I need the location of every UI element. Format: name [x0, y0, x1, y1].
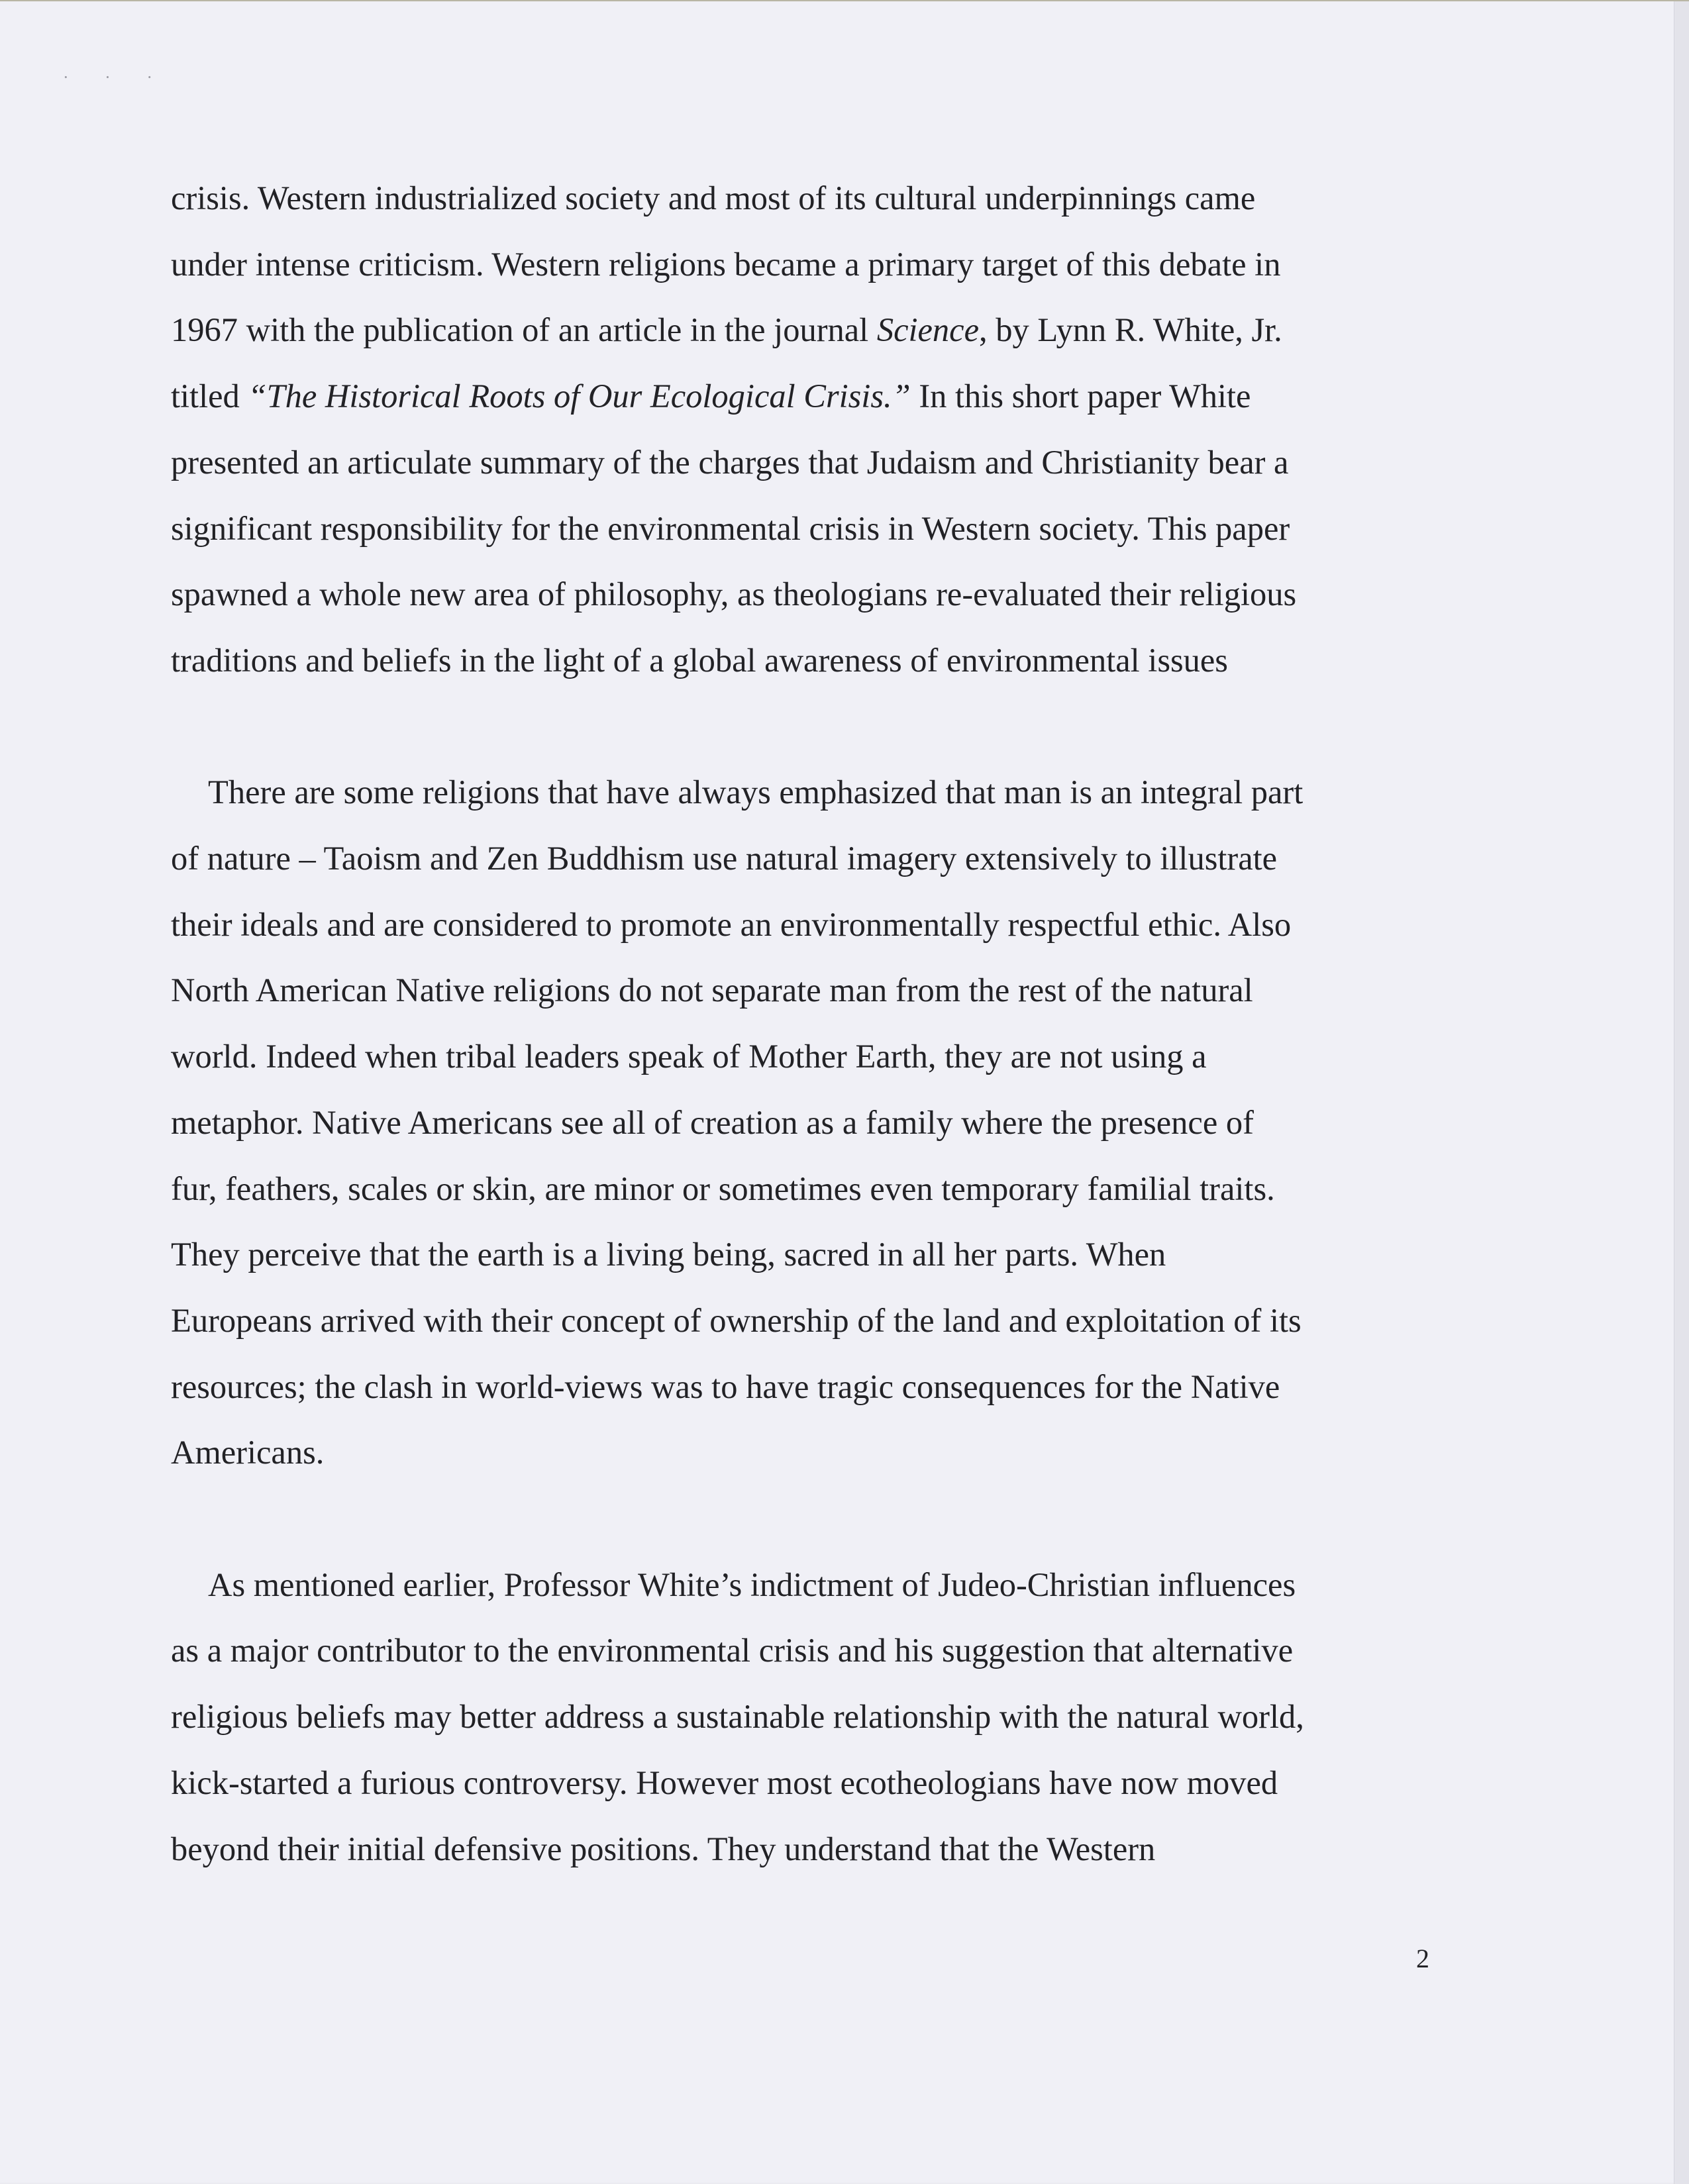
text-segment: In this short paper White — [910, 377, 1251, 415]
text-line — [171, 297, 1522, 364]
text-line: beyond their initial defensive positions. They understand that the Western — [171, 1830, 1156, 1867]
paragraph-gap — [171, 694, 1522, 760]
paragraph-2 — [171, 760, 1522, 1486]
article-title: “The Historical Roots of Our Ecological Crisis.” — [248, 377, 911, 415]
text-line: their ideals and are considered to promote an environmentally respectful ethic. Also — [171, 905, 1292, 943]
text-line: North American Native religions do not separate man from the rest of the natural — [171, 971, 1253, 1009]
scan-specks: · · · — [63, 68, 168, 87]
text-line: fur, feathers, scales or skin, are minor or sometimes even temporary familial traits. — [171, 1169, 1275, 1207]
text-line: Americans. — [171, 1434, 325, 1471]
text-line: As mentioned earlier, Professor White’s indictment of Judeo-Christian influences — [208, 1565, 1296, 1603]
text-line: kick-started a furious controversy. However most ecotheologians have now moved — [171, 1763, 1278, 1801]
journal-title: Science — [876, 311, 980, 349]
text-line: presented an articulate summary of the charges that Judaism and Christianity bear a — [171, 443, 1289, 481]
text-segment: 1967 with the publication of an article in the journal — [171, 311, 877, 349]
body-text — [171, 166, 1522, 1882]
text-segment: , by Lynn R. White, Jr. — [979, 311, 1282, 349]
text-line: under intense criticism. Western religions became a primary target of this debate in — [171, 245, 1281, 283]
text-line: crisis. Western industrialized society and most of its cultural underpinnings came — [171, 179, 1256, 217]
text-line: resources; the clash in world-views was to have tragic consequences for the Native — [171, 1367, 1280, 1405]
text-line: spawned a whole new area of philosophy, as theologians re-evaluated their religious — [171, 575, 1297, 613]
text-line: There are some religions that have always emphasized that man is an integral part — [208, 773, 1304, 811]
paragraph-3 — [171, 1552, 1522, 1883]
text-line: world. Indeed when tribal leaders speak of Mother Earth, they are not using a — [171, 1038, 1207, 1075]
text-line: significant responsibility for the environmental crisis in Western society. This paper — [171, 509, 1290, 547]
text-segment: titled — [171, 377, 248, 415]
text-line: traditions and beliefs in the light of a global awareness of environmental issues — [171, 641, 1228, 679]
text-line: as a major contributor to the environmental crisis and his suggestion that alternative — [171, 1632, 1294, 1669]
text-line: of nature – Taoism and Zen Buddhism use natural imagery extensively to illustrate — [171, 840, 1278, 877]
paragraph-gap — [171, 1486, 1522, 1552]
page-edge — [1674, 1, 1689, 2184]
text-line: metaphor. Native Americans see all of creation as a family where the presence of — [171, 1103, 1254, 1141]
text-line: They perceive that the earth is a living being, sacred in all her parts. When — [171, 1236, 1166, 1273]
text-line — [171, 364, 1522, 430]
text-line: Europeans arrived with their concept of ownership of the land and exploitation of its — [171, 1301, 1302, 1339]
paragraph-1 — [171, 166, 1522, 694]
text-line: religious beliefs may better address a sustainable relationship with the natural world, — [171, 1698, 1304, 1736]
page-number: 2 — [1416, 1944, 1429, 1973]
